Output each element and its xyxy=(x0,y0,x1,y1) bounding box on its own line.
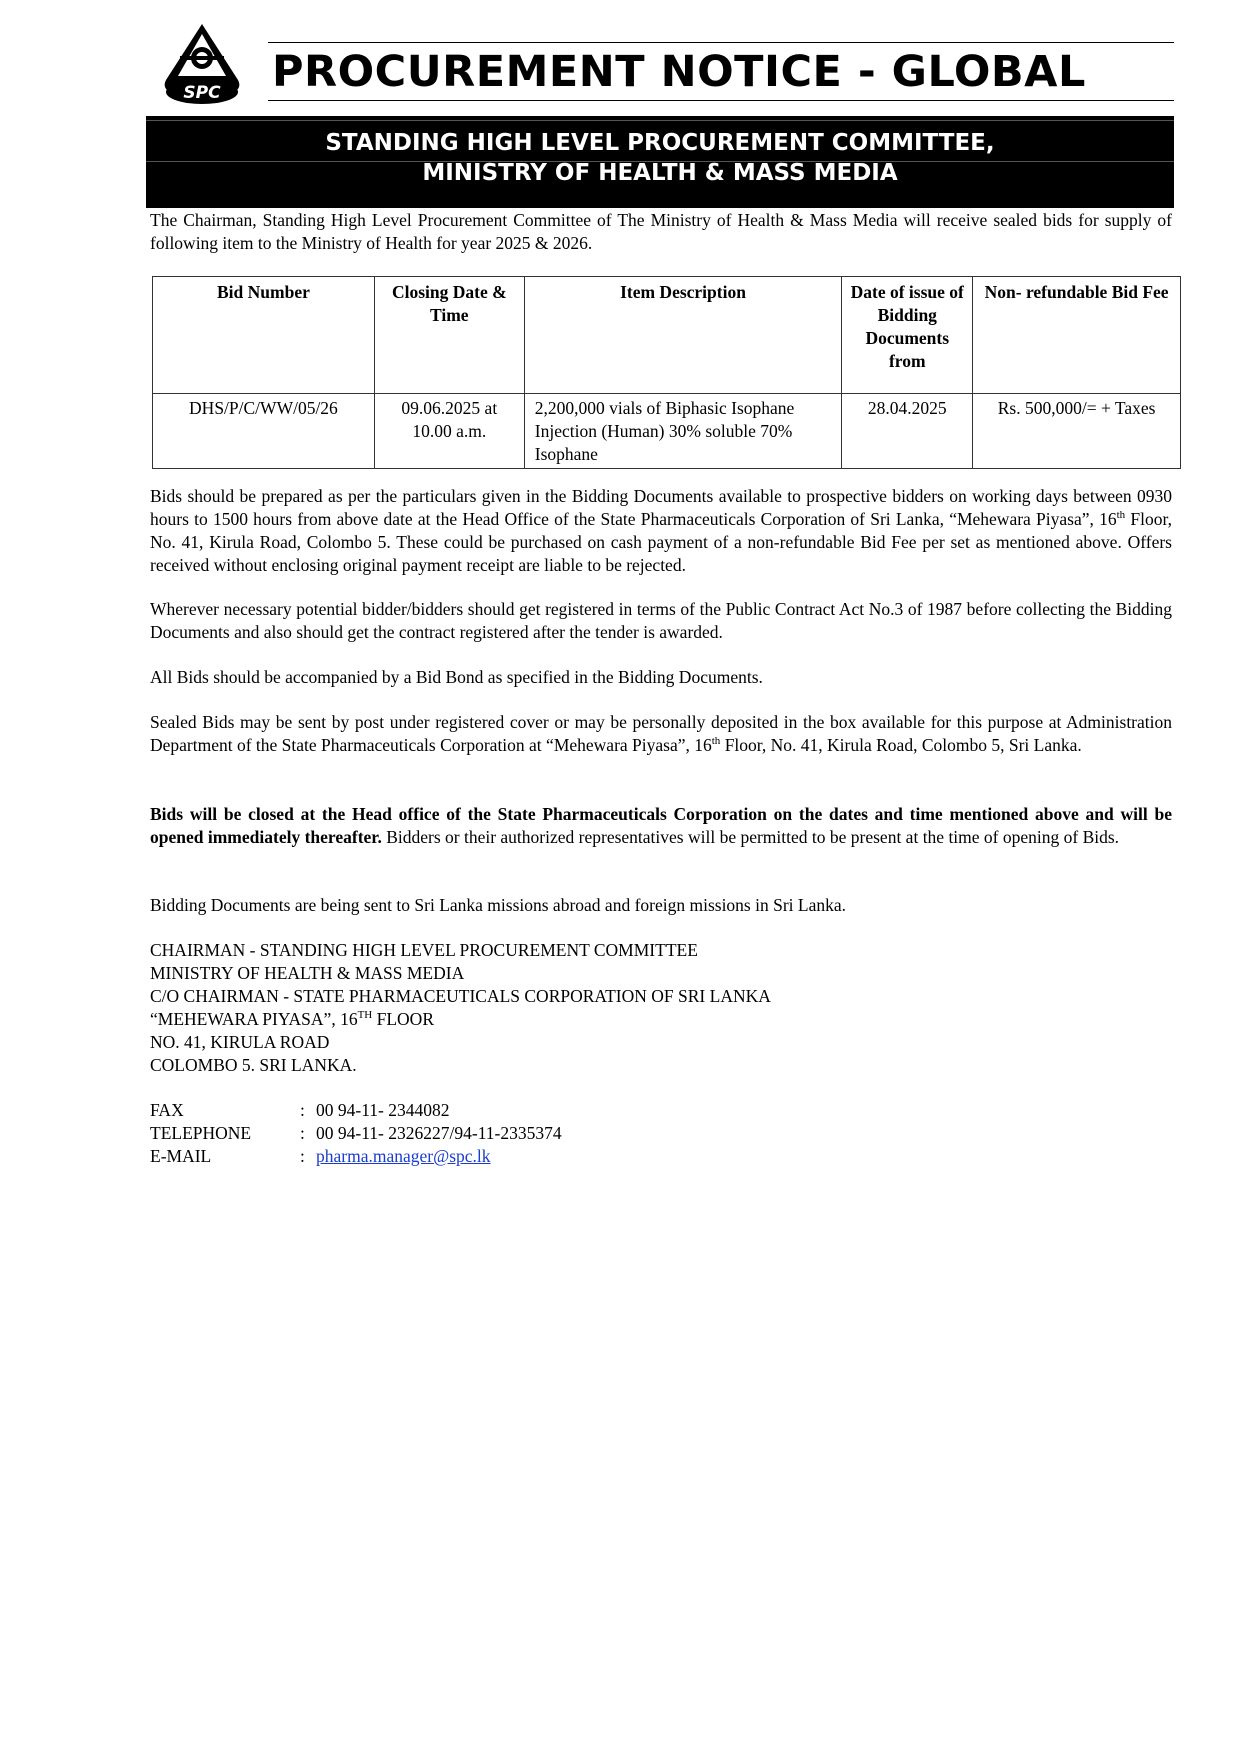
address-line-4b: FLOOR xyxy=(372,1009,434,1029)
p1-text-a: Bids should be prepared as per the particulars given in the Bidding Documents available to prospective bidders on working days between 0930 hours to 1500 hours from above date at the Head Office of the State Pharmaceuticals Corporation of Sri Lanka, “Mehewara Piyasa”, 16 xyxy=(150,486,1172,529)
table-row xyxy=(153,394,1181,469)
table-header-row xyxy=(153,277,1181,394)
submission-paragraph xyxy=(150,711,1172,757)
email-link[interactable]: pharma.manager@spc.lk xyxy=(316,1146,491,1166)
email-label: E-MAIL xyxy=(150,1146,212,1166)
telephone-label: TELEPHONE xyxy=(150,1123,252,1143)
col-header-bid-number: Bid Number xyxy=(153,277,375,394)
p1-superscript: th xyxy=(1116,509,1126,522)
banner-stripe xyxy=(146,120,1174,121)
registration-paragraph: Wherever necessary potential bidder/bidders should get registered in terms of the Public Contract Act No.3 of 1987 before collecting the Bidding Documents and also should get the contract registered after the tender is awarded. xyxy=(150,599,1172,642)
address-line: C/O CHAIRMAN - STATE PHARMACEUTICALS CORPORATION OF SRI LANKA xyxy=(150,986,771,1006)
p4-text-a: Sealed Bids may be sent by post under registered cover or may be personally deposited in the box available for this purpose at Administration Department of the State Pharmaceuticals Corporation at “Mehewara Piyasa”, 16 xyxy=(150,712,1172,755)
page-title: PROCUREMENT NOTICE - GLOBAL xyxy=(272,47,1086,97)
p1-text-b: Floor, No. 41, Kirula Road, Colombo 5. These could be purchased on cash payment of a non-refundable Bid Fee per set as mentioned above. Offers received without enclosing original payment receipt are liable to be rejected. xyxy=(150,509,1172,575)
title-top-rule xyxy=(268,42,1174,43)
cell-bid-fee: Rs. 500,000/= + Taxes xyxy=(973,394,1181,469)
col-header-date-of-issue: Date of issue of Bidding Documents from xyxy=(842,277,973,394)
cell-bid-number: DHS/P/C/WW/05/26 xyxy=(153,394,375,469)
bids-table xyxy=(152,276,1181,469)
banner-line-1: STANDING HIGH LEVEL PROCUREMENT COMMITTEE, xyxy=(325,130,995,156)
col-header-bid-fee: Non- refundable Bid Fee xyxy=(973,277,1181,394)
contact-block xyxy=(150,1099,562,1168)
p4-superscript: th xyxy=(711,735,721,748)
bid-bond-paragraph: All Bids should be accompanied by a Bid Bond as specified in the Bidding Documents. xyxy=(150,667,763,687)
cell-item-description: 2,200,000 vials of Biphasic Isophane Injection (Human) 30% soluble 70% Isophane xyxy=(524,394,842,469)
committee-banner xyxy=(146,116,1174,208)
closing-paragraph xyxy=(150,803,1172,849)
address-line: MINISTRY OF HEALTH & MASS MEDIA xyxy=(150,963,465,983)
email-row xyxy=(150,1145,562,1168)
banner-line-2: MINISTRY OF HEALTH & MASS MEDIA xyxy=(422,160,898,186)
fax-value: 00 94-11- 2344082 xyxy=(316,1100,450,1120)
separator: : xyxy=(300,1123,305,1143)
address-superscript: TH xyxy=(357,1009,373,1022)
intro-paragraph: The Chairman, Standing High Level Procurement Committee of The Ministry of Health & Mass Media will receive sealed bids for supply of following item to the Ministry of Health for year 2025 & 2026. xyxy=(150,210,1172,253)
fax-row xyxy=(150,1099,562,1122)
col-header-item-description: Item Description xyxy=(524,277,842,394)
col-header-closing-date: Closing Date & Time xyxy=(374,277,524,394)
separator: : xyxy=(300,1146,305,1166)
cell-closing-date: 09.06.2025 at 10.00 a.m. xyxy=(374,394,524,469)
address-block xyxy=(150,939,771,1077)
address-line-4a: “MEHEWARA PIYASA”, 16 xyxy=(150,1009,358,1029)
fax-label: FAX xyxy=(150,1100,184,1120)
separator: : xyxy=(300,1100,305,1120)
p4-text-b: Floor, No. 41, Kirula Road, Colombo 5, Sri Lanka. xyxy=(720,735,1082,755)
bid-preparation-paragraph xyxy=(150,485,1172,577)
telephone-value: 00 94-11- 2326227/94-11-2335374 xyxy=(316,1123,562,1143)
address-line: NO. 41, KIRULA ROAD xyxy=(150,1032,330,1052)
telephone-row xyxy=(150,1122,562,1145)
address-line: COLOMBO 5. SRI LANKA. xyxy=(150,1055,357,1075)
address-line: CHAIRMAN - STANDING HIGH LEVEL PROCUREMENT COMMITTEE xyxy=(150,940,698,960)
title-bottom-rule xyxy=(268,100,1174,101)
missions-paragraph: Bidding Documents are being sent to Sri Lanka missions abroad and foreign missions in Sri Lanka. xyxy=(150,895,847,915)
closing-bold-text: Bids will be closed at the Head office of the State Pharmaceuticals Corporation on the dates and time mentioned above and will be opened immediately thereafter. xyxy=(150,804,1172,847)
spc-logo xyxy=(152,20,252,104)
address-line xyxy=(150,1008,771,1031)
logo-text: SPC xyxy=(183,83,221,103)
closing-text: Bidders or their authorized representatives will be permitted to be present at the time of opening of Bids. xyxy=(381,827,1120,847)
cell-date-of-issue: 28.04.2025 xyxy=(842,394,973,469)
